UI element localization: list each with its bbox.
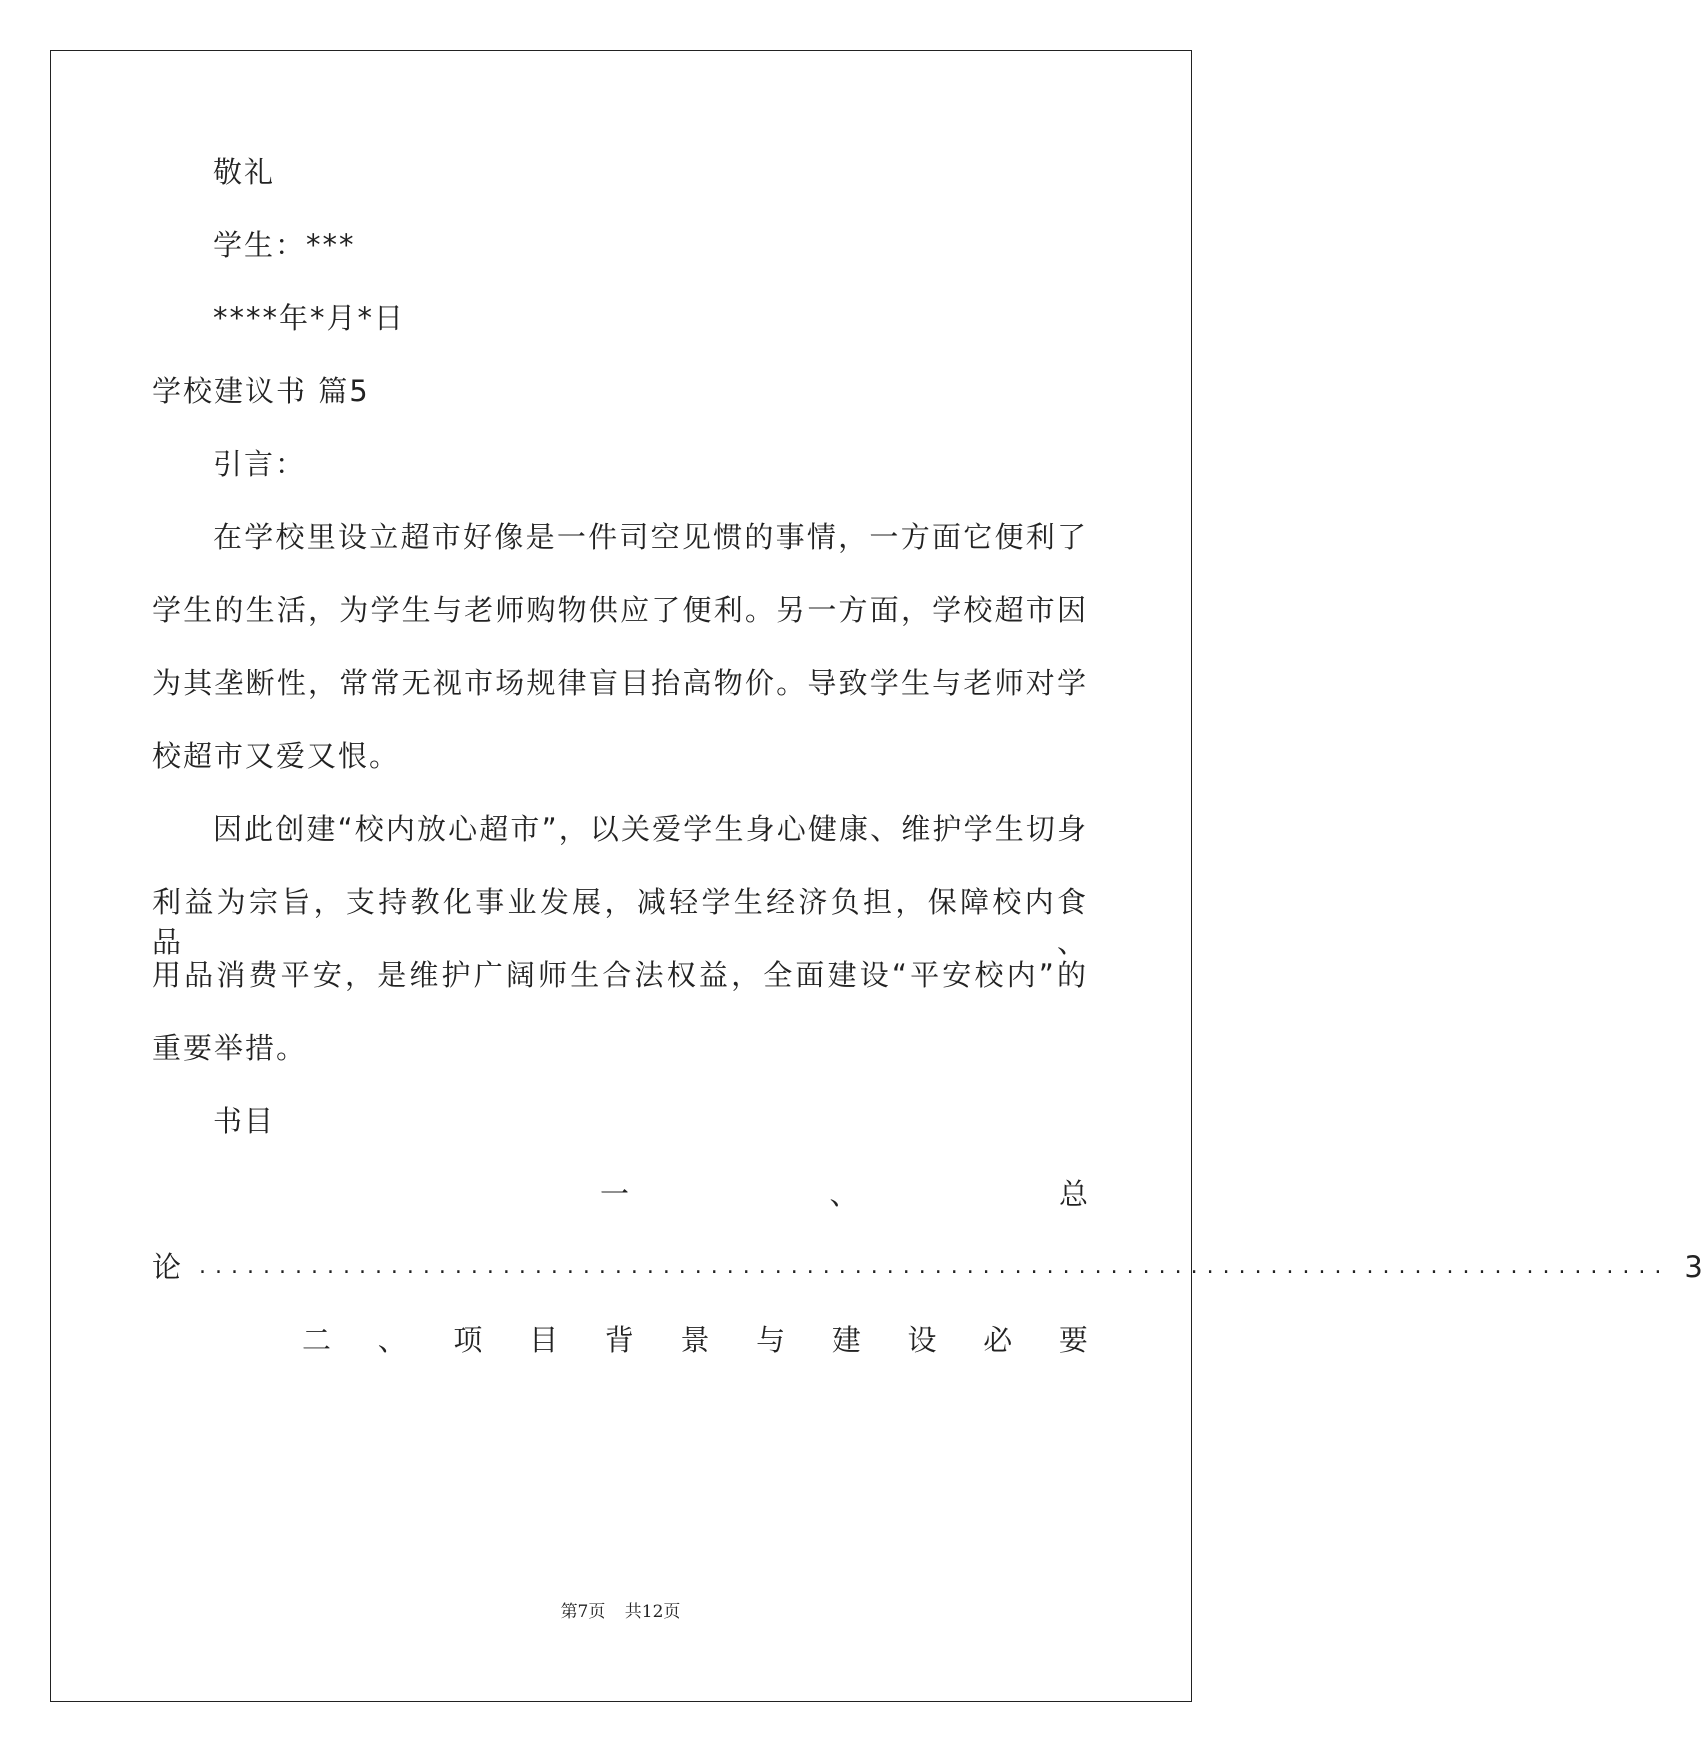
paragraph2-line3: 用品消费平安，是维护广阔师生合法权益，全面建设“平安校内”的 bbox=[152, 958, 1088, 992]
toc-item1-page-number: 3 bbox=[1684, 1250, 1703, 1284]
paragraph2-line1: 因此创建“校内放心超市”，以关爱学生身心健康、维护学生切身 bbox=[213, 812, 1088, 846]
toc-item1-label: 论 bbox=[152, 1250, 184, 1284]
toc-item1-char: 总 bbox=[1058, 1177, 1088, 1211]
toc-item2-char: 必 bbox=[983, 1323, 1013, 1357]
toc-item2-char: 与 bbox=[756, 1323, 786, 1357]
paragraph2-line4: 重要举措。 bbox=[152, 1031, 308, 1065]
toc-item2-char: 目 bbox=[529, 1323, 559, 1357]
paragraph1-line2: 学生的生活，为学生与老师购物供应了便利。另一方面，学校超市因 bbox=[152, 593, 1088, 627]
toc-item1-row[interactable] bbox=[152, 1247, 1703, 1287]
signature-line: 学生：*** bbox=[213, 228, 356, 262]
page-footer: 第7页 共12页 bbox=[560, 1602, 681, 1622]
paragraph1-line1: 在学校里设立超市好像是一件司空见惯的事情，一方面它便利了 bbox=[213, 520, 1088, 554]
toc-item2-char: 背 bbox=[604, 1323, 634, 1357]
toc-item1-char: 一 bbox=[600, 1177, 630, 1211]
toc-heading: 书目 bbox=[213, 1104, 276, 1138]
date-line: ****年*月*日 bbox=[213, 301, 406, 335]
paragraph1-line3: 为其垄断性，常常无视市场规律盲目抬高物价。导致学生与老师对学 bbox=[152, 666, 1088, 700]
paragraph2-line2: 利益为宗旨，支持教化事业发展，减轻学生经济负担，保障校内食品、 bbox=[152, 885, 1088, 959]
paragraph1-line4: 校超市又爱又恨。 bbox=[152, 739, 401, 773]
toc-item2-spread[interactable] bbox=[302, 1320, 1088, 1360]
section-title: 学校建议书 篇5 bbox=[152, 374, 370, 408]
toc-item2-char: 景 bbox=[680, 1323, 710, 1357]
toc-item1-spread bbox=[600, 1174, 1088, 1214]
toc-item2-char: 设 bbox=[907, 1323, 937, 1357]
toc-item2-char: 项 bbox=[453, 1323, 483, 1357]
closing-salutation: 敬礼 bbox=[213, 155, 276, 189]
toc-item2-char: 二 bbox=[302, 1323, 332, 1357]
toc-item2-char: 要 bbox=[1058, 1323, 1088, 1357]
toc-item2-char: 建 bbox=[831, 1323, 861, 1357]
toc-item1-char: 、 bbox=[829, 1177, 859, 1211]
toc-item1-leader: ............................................................................................ bbox=[199, 1254, 1671, 1279]
toc-item2-char: 、 bbox=[377, 1323, 407, 1357]
intro-heading: 引言： bbox=[213, 447, 307, 481]
